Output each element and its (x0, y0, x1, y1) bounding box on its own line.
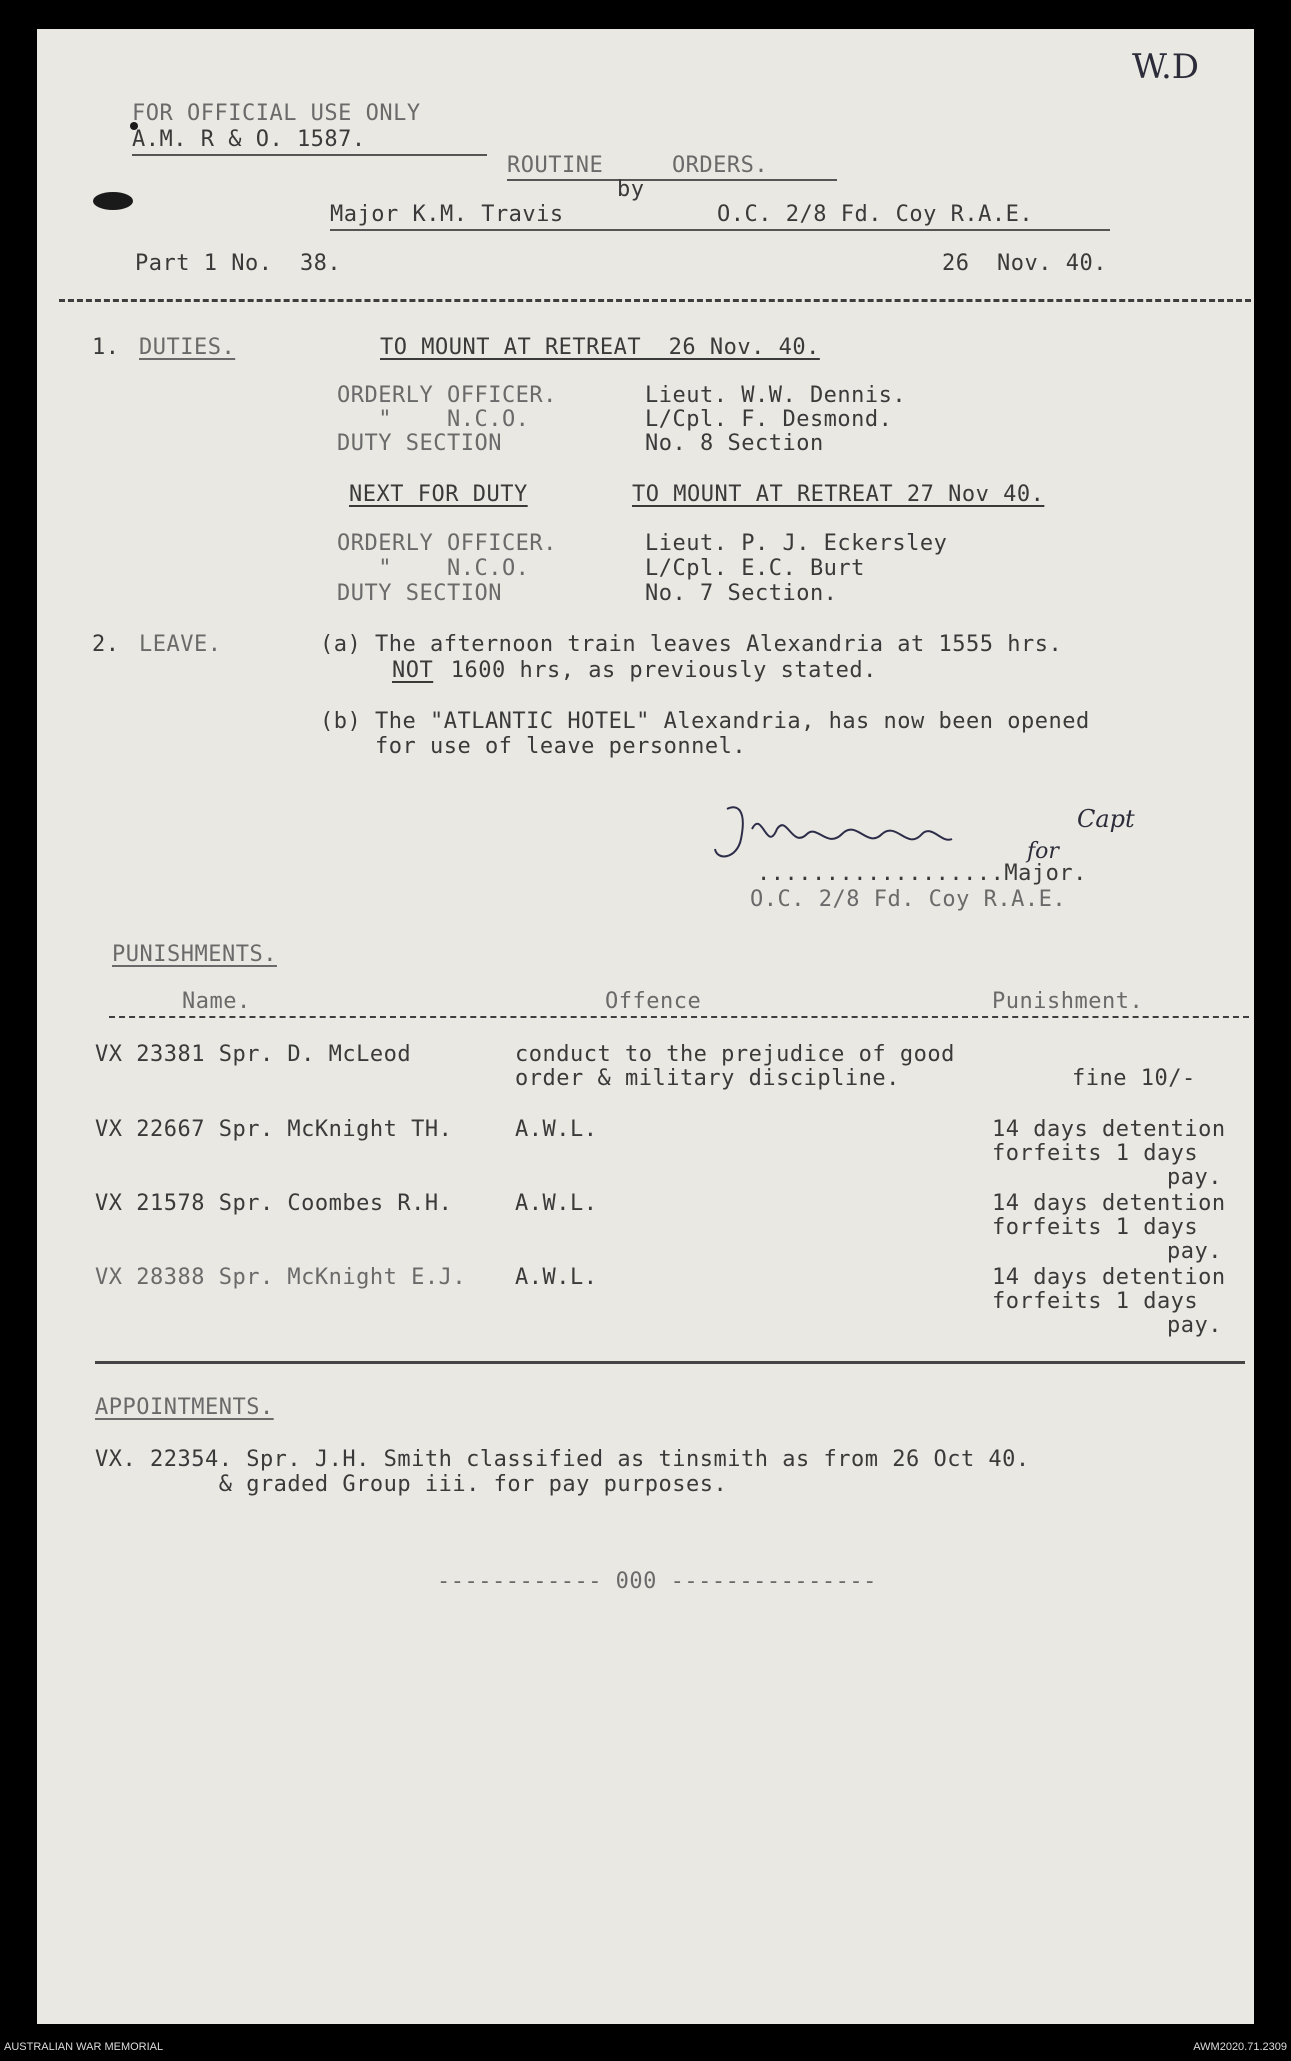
duty-role: DUTY SECTION (337, 581, 502, 606)
duties-heading: DUTIES. (139, 335, 236, 360)
duty-person: L/Cpl. E.C. Burt (645, 556, 865, 581)
punishment-penalty: fine 10/- (1072, 1066, 1196, 1091)
ink-blot (93, 192, 133, 210)
punishment-name: VX 22667 Spr. McKnight TH. (95, 1117, 453, 1142)
leave-heading: LEAVE. (139, 632, 222, 657)
punishment-penalty: pay. (1167, 1239, 1222, 1264)
column-header-offence: Offence (605, 989, 702, 1014)
punishment-name: VX 28388 Spr. McKnight E.J. (95, 1265, 467, 1290)
punishment-offence: A.W.L. (515, 1191, 598, 1216)
classification: FOR OFFICIAL USE ONLY (132, 101, 421, 126)
duties-mount-first: TO MOUNT AT RETREAT 26 Nov. 40. (380, 335, 820, 360)
signature-for: for (1027, 839, 1059, 864)
punishment-penalty: forfeits 1 days (992, 1215, 1199, 1240)
punishment-offence: conduct to the prejudice of good (515, 1042, 955, 1067)
issuing-unit: O.C. 2/8 Fd. Coy R.A.E. (717, 202, 1034, 227)
duty-person: No. 8 Section (645, 431, 824, 456)
appointments-heading: APPOINTMENTS. (95, 1395, 274, 1420)
punishment-penalty: 14 days detention (992, 1117, 1226, 1142)
punishment-penalty: forfeits 1 days (992, 1289, 1199, 1314)
reference: A.M. R & O. 1587. (132, 127, 366, 152)
punishment-penalty: 14 days detention (992, 1191, 1226, 1216)
duty-role: " N.C.O. (337, 407, 530, 432)
order-date: 26 Nov. 40. (942, 251, 1107, 276)
duty-person: L/Cpl. F. Desmond. (645, 407, 893, 432)
issuing-officer: Major K.M. Travis (330, 202, 564, 227)
leave-item-a-line2: 1600 hrs, as previously stated. (437, 658, 877, 683)
punishment-name: VX 21578 Spr. Coombes R.H. (95, 1191, 453, 1216)
duty-role: ORDERLY OFFICER. (337, 383, 557, 408)
punishment-penalty: pay. (1167, 1165, 1222, 1190)
footer-left: AUSTRALIAN WAR MEMORIAL (4, 2041, 164, 2053)
document-page (37, 29, 1254, 2024)
duty-role: " N.C.O. (337, 556, 530, 581)
next-for-duty: NEXT FOR DUTY (349, 482, 528, 507)
leave-number: 2. (92, 632, 120, 657)
duty-role: ORDERLY OFFICER. (337, 531, 557, 556)
appointment-line: VX. 22354. Spr. J.H. Smith classified as tinsmith as from 26 Oct 40. (95, 1447, 1030, 1472)
signature-dots: ..................Major. (757, 861, 1087, 886)
duty-person: Lieut. W.W. Dennis. (645, 383, 907, 408)
duty-person: Lieut. P. J. Eckersley (645, 531, 948, 556)
punishment-offence: A.W.L. (515, 1265, 598, 1290)
footer-right: AWM2020.71.2309 (1193, 2041, 1287, 2053)
end-mark: ------------ 000 --------------- (437, 1569, 877, 1594)
by-label: by (617, 177, 645, 202)
punishment-offence: A.W.L. (515, 1117, 598, 1142)
leave-item-a-not: NOT (392, 658, 434, 683)
corner-note: W.D (1132, 47, 1200, 87)
appointment-line: & graded Group iii. for pay purposes. (95, 1472, 728, 1497)
duty-role: DUTY SECTION (337, 431, 502, 456)
punishment-name: VX 23381 Spr. D. McLeod (95, 1042, 412, 1067)
duties-mount-second: TO MOUNT AT RETREAT 27 Nov 40. (632, 482, 1045, 507)
punishment-penalty: forfeits 1 days (992, 1141, 1199, 1166)
punishments-heading: PUNISHMENTS. (112, 942, 277, 967)
signature-rank: Capt (1077, 805, 1135, 833)
leave-item-b-line2: for use of leave personnel. (320, 734, 747, 759)
part-number: Part 1 No. 38. (135, 251, 342, 276)
punishment-offence: order & military discipline. (515, 1066, 900, 1091)
duty-person: No. 7 Section. (645, 581, 838, 606)
officer-underline (330, 229, 1110, 231)
punishments-header-line (109, 1016, 1249, 1018)
leave-item-a-line1: (a) The afternoon train leaves Alexandria at 1555 hrs. (320, 632, 1063, 657)
leave-item-b-line1: (b) The "ATLANTIC HOTEL" Alexandria, has now been opened (320, 709, 1090, 734)
column-header-punishment: Punishment. (992, 989, 1144, 1014)
duties-number: 1. (92, 335, 120, 360)
punishments-separator (95, 1361, 1245, 1364)
punishment-penalty: pay. (1167, 1313, 1222, 1338)
punishment-penalty: 14 days detention (992, 1265, 1226, 1290)
title-underline (507, 179, 837, 181)
signature-unit: O.C. 2/8 Fd. Coy R.A.E. (750, 887, 1067, 912)
header-separator (59, 299, 1251, 302)
reference-underline (132, 154, 487, 156)
document-title: ROUTINE ORDERS. (507, 153, 769, 178)
column-header-name: Name. (182, 989, 251, 1014)
